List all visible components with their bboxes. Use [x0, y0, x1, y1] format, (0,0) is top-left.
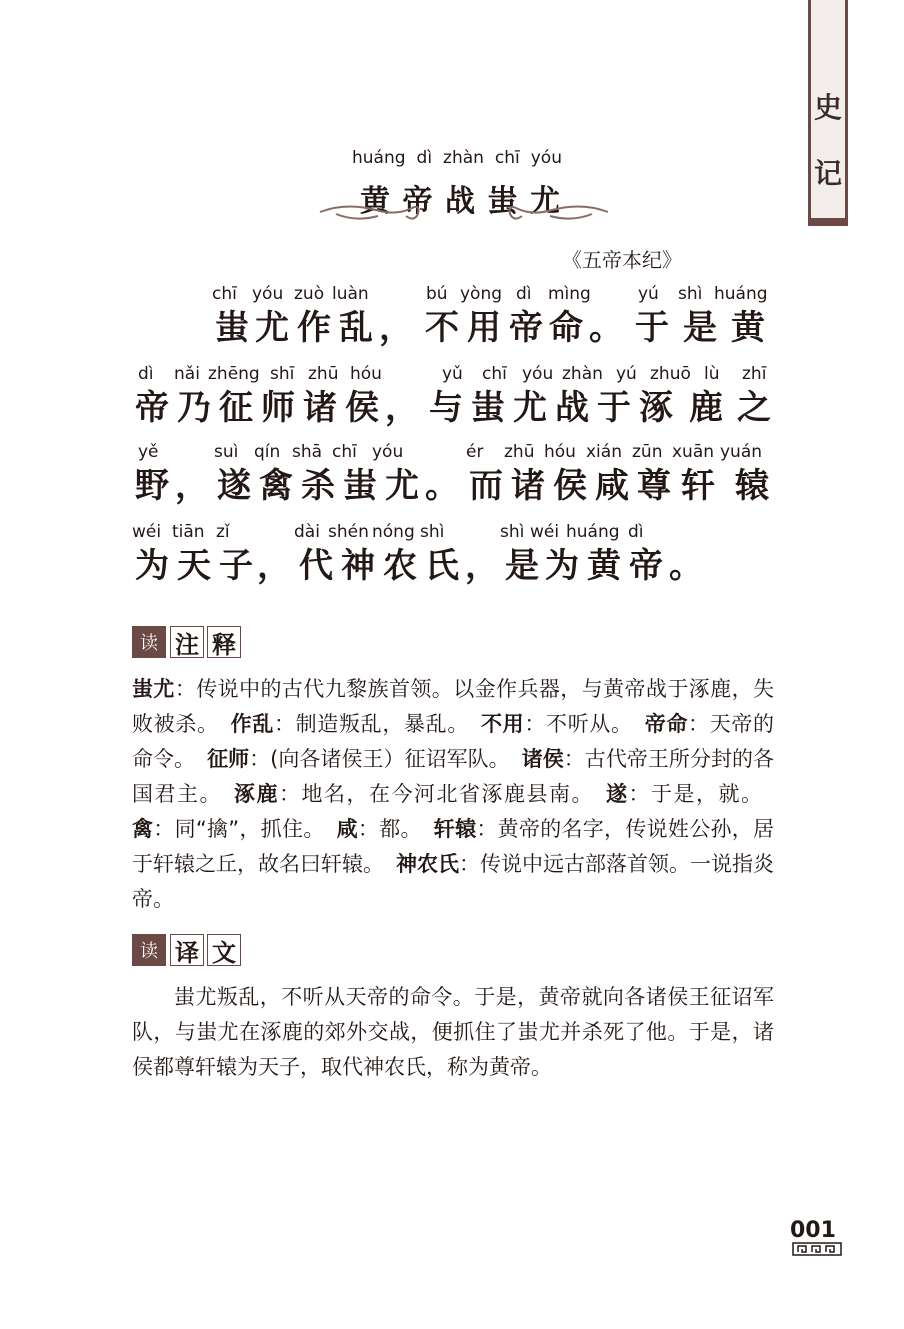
note-item: [231, 712, 469, 736]
classical-char: 野: [135, 466, 169, 506]
classical-char: 尊: [637, 466, 671, 506]
pinyin-syllable: yú: [638, 284, 659, 304]
pinyin-syllable: nóng: [372, 522, 415, 542]
pinyin-syllable: zhuō: [650, 364, 691, 384]
pinyin-syllable: huáng: [566, 522, 620, 542]
title-pinyin-syllable: zhàn: [443, 148, 484, 168]
title-char: 战: [445, 184, 475, 219]
note-term: 征师: [207, 747, 250, 771]
title-char: 黄: [360, 184, 390, 219]
classical-char: 尤: [513, 388, 547, 428]
side-tab-char: 记: [813, 157, 842, 190]
note-item: [481, 712, 633, 736]
pinyin-syllable: bú: [426, 284, 448, 304]
pinyin-syllable: yòng: [460, 284, 503, 304]
pinyin-syllable: zuò: [294, 284, 325, 304]
title-char: 蚩: [487, 184, 518, 219]
pinyin-syllable: yǔ: [442, 364, 463, 384]
classical-char: 不: [425, 308, 459, 348]
classical-char: 诸: [511, 466, 545, 506]
pinyin-syllable: hóu: [544, 442, 576, 462]
note-definition: ：于是，就。: [628, 782, 762, 806]
page-number: 001: [790, 1218, 836, 1243]
pinyin-syllable: shì: [420, 522, 445, 542]
classical-char: 涿: [639, 388, 673, 428]
classical-char: 黄: [731, 308, 765, 348]
classical-char: 于: [597, 388, 631, 428]
classical-char: 用: [467, 308, 501, 348]
classical-char: 尤: [385, 466, 419, 506]
classical-char: 乱: [339, 308, 373, 348]
note-term: 禽: [132, 817, 154, 841]
classical-char: 。: [589, 308, 623, 348]
classical-char: 帝: [629, 546, 663, 586]
pinyin-syllable: dài: [294, 522, 320, 542]
side-tab-bar: [808, 218, 848, 226]
title-pinyin-syllable: yóu: [530, 148, 562, 168]
note-item: [234, 782, 594, 806]
note-definition: ：黄帝的名字，传说姓公孙，居于轩辕之丘，故名曰轩辕。: [132, 817, 775, 876]
pinyin-syllable: zhī: [742, 364, 767, 384]
note-definition: ：天帝的命令。: [132, 712, 775, 771]
pinyin-syllable: mìng: [548, 284, 591, 304]
pinyin-syllable: zhàn: [562, 364, 603, 384]
pinyin-syllable: zhū: [308, 364, 339, 384]
classical-char: 氏: [425, 546, 459, 586]
classical-char: 蚩: [215, 308, 249, 348]
pinyin-syllable: zhēng: [208, 364, 260, 384]
pinyin-syllable: shā: [292, 442, 323, 462]
pinyin-syllable: nǎi: [174, 364, 200, 384]
text-row: [132, 442, 772, 522]
pinyin-syllable: qín: [254, 442, 281, 462]
note-term: 作乱: [230, 712, 275, 736]
pinyin-syllable: shī: [270, 364, 295, 384]
pinyin-syllable: dì: [516, 284, 532, 304]
classical-char: 侯: [345, 388, 379, 428]
classical-char: 侯: [553, 466, 587, 506]
note-term: 咸: [336, 817, 358, 841]
pinyin-syllable: dì: [628, 522, 644, 542]
pinyin-syllable: wéi: [530, 522, 560, 542]
note-definition: ：传说中远古部落首领。一说指炎帝。: [132, 852, 774, 911]
translation-text: 蚩尤叛乱，不听从天帝的命令。于是，黄帝就向各诸侯王征诏军队，与蚩尤在涿鹿的郊外交战，便抓住了蚩尤并杀死了他。于是，诸侯都尊轩辕为天子，取代神农氏，称为黄帝。: [132, 985, 774, 1079]
title-ornament: [316, 198, 612, 232]
title-pinyin-syllable: dì: [416, 148, 433, 168]
note-term: 帝命: [644, 712, 689, 736]
classical-char: 为: [545, 546, 579, 586]
classical-char: 诸: [303, 388, 337, 428]
note-definition: ：制造叛乱，暴乱。: [274, 712, 470, 736]
classical-char: 尤: [255, 308, 289, 348]
note-definition: ：传说中的古代九黎族首领。以金作兵器，与黄帝战于涿鹿，失败被杀。: [132, 677, 774, 736]
pinyin-syllable: chī: [332, 442, 357, 462]
book-icon: 读: [132, 934, 166, 966]
title-pinyin-syllable: chī: [494, 148, 520, 168]
classical-char: 征: [219, 388, 253, 428]
heading-char: 注: [170, 626, 204, 658]
pinyin-syllable: zǐ: [216, 522, 230, 542]
text-row: [132, 284, 772, 364]
classical-char: 黄: [587, 546, 621, 586]
pinyin-syllable: huáng: [714, 284, 768, 304]
side-tab: [808, 0, 848, 226]
classical-char: 为: [135, 546, 169, 586]
pinyin-syllable: zūn: [632, 442, 663, 462]
notes-text: [132, 672, 774, 917]
pinyin-syllable: wéi: [132, 522, 162, 542]
pinyin-syllable: yuán: [720, 442, 763, 462]
note-term: 涿鹿: [234, 782, 279, 806]
note-definition: ：同“擒”，抓住。: [153, 817, 325, 841]
classical-char: 而: [469, 466, 503, 506]
classical-char: 蚩: [343, 466, 377, 506]
heading-char: 译: [170, 934, 204, 966]
classical-char: 咸: [595, 466, 629, 506]
text-row: [132, 522, 772, 602]
classical-char: 师: [261, 388, 295, 428]
classical-char: 神: [341, 546, 375, 586]
pinyin-syllable: lù: [704, 364, 720, 384]
pinyin-syllable: yú: [616, 364, 637, 384]
classical-char: 是: [505, 546, 539, 586]
classical-char: 鹿: [689, 388, 723, 428]
note-term: 轩辕: [433, 817, 477, 841]
text-row: [132, 364, 772, 444]
note-definition: ：都。: [357, 817, 422, 841]
heading-char: 释: [207, 626, 241, 658]
title-char: 帝: [402, 184, 433, 219]
classical-char: 作: [297, 308, 331, 348]
classical-char: ，: [175, 466, 209, 506]
classical-char: 与: [429, 388, 463, 428]
classical-char: 代: [299, 546, 333, 586]
note-term: 不用: [481, 712, 525, 736]
notes-heading: [132, 624, 244, 660]
source-citation: 《五帝本纪》: [562, 248, 682, 272]
classical-char: 帝: [135, 388, 169, 428]
classical-char: ，: [379, 308, 413, 348]
translation-heading: [132, 932, 244, 968]
note-definition: ：(向各诸侯王）征诏军队。: [249, 747, 510, 771]
pinyin-syllable: yóu: [522, 364, 554, 384]
heading-char: 文: [207, 934, 241, 966]
classical-char: 帝: [509, 308, 543, 348]
pinyin-syllable: yóu: [372, 442, 404, 462]
title-pinyin: [352, 148, 562, 168]
note-term: 遂: [606, 782, 629, 806]
pinyin-syllable: xuān: [672, 442, 715, 462]
pinyin-syllable: tiān: [172, 522, 205, 542]
classical-char: ，: [257, 546, 291, 586]
classical-char: 遂: [217, 466, 251, 506]
classical-char: ，: [465, 546, 499, 586]
classical-char: 禽: [259, 466, 293, 506]
classical-char: 子: [219, 546, 253, 586]
classical-char: 乃: [177, 388, 211, 428]
classical-char: 之: [737, 388, 771, 428]
pinyin-syllable: luàn: [332, 284, 369, 304]
pinyin-syllable: shì: [500, 522, 525, 542]
classical-char: 。: [425, 466, 459, 506]
pinyin-syllable: suì: [214, 442, 239, 462]
pinyin-syllable: shì: [678, 284, 703, 304]
classical-char: 蚩: [471, 388, 505, 428]
note-term: 诸侯: [521, 747, 564, 771]
pinyin-syllable: yě: [138, 442, 159, 462]
pinyin-syllable: shén: [328, 522, 369, 542]
book-icon: 读: [132, 626, 166, 658]
note-item: [132, 817, 325, 841]
side-tab-char: 史: [813, 91, 842, 124]
classical-char: 战: [555, 388, 589, 428]
note-definition: ：地名，在今河北省涿鹿县南。: [279, 782, 594, 806]
note-item: [207, 747, 510, 771]
note-definition: ：古代帝王所分封的各国君主。: [132, 747, 775, 806]
pinyin-syllable: chī: [212, 284, 237, 304]
classical-char: 天: [177, 546, 211, 586]
note-item: [337, 817, 422, 841]
pinyin-syllable: ér: [466, 442, 484, 462]
classical-char: ，: [385, 388, 419, 428]
classical-char: 农: [383, 546, 417, 586]
pinyin-syllable: dì: [138, 364, 154, 384]
classical-char: 轩: [681, 466, 715, 506]
classical-char: 。: [669, 546, 703, 586]
title-pinyin-syllable: huáng: [352, 148, 406, 168]
note-term: 蚩尤: [132, 677, 175, 701]
classical-char: 杀: [301, 466, 335, 506]
note-definition: ：不听从。: [524, 712, 633, 736]
classical-char: 命: [549, 308, 583, 348]
pinyin-syllable: yóu: [252, 284, 284, 304]
classical-char: 于: [635, 308, 669, 348]
classical-char: 是: [683, 308, 717, 348]
title-char: 尤: [530, 184, 560, 219]
page-number-ornament: [792, 1242, 842, 1256]
pinyin-syllable: hóu: [350, 364, 382, 384]
note-term: 神农氏: [396, 852, 459, 876]
pinyin-syllable: xián: [586, 442, 622, 462]
classical-char: 辕: [735, 466, 769, 506]
note-item: [606, 782, 762, 806]
pinyin-syllable: chī: [482, 364, 507, 384]
pinyin-syllable: zhū: [504, 442, 535, 462]
